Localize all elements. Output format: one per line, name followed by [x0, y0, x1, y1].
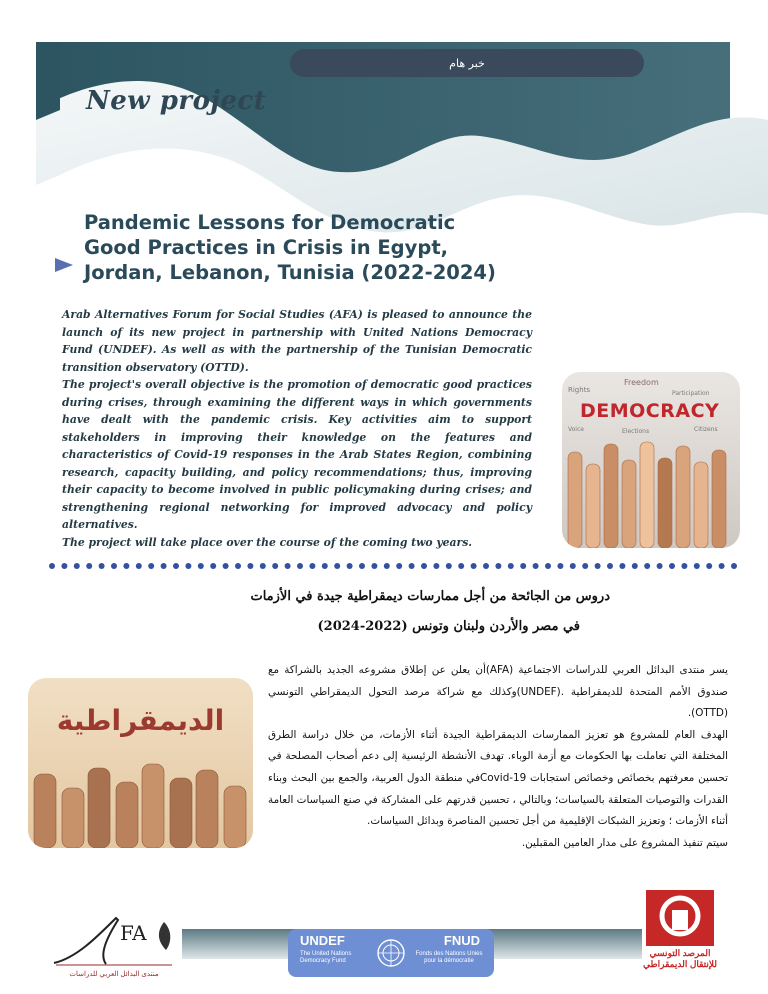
divider-dot	[61, 563, 67, 569]
un-emblem-icon	[376, 938, 406, 968]
english-paragraph-intro: Arab Alternatives Forum for Social Studies (AFA) is pleased to announce the launch of its new project in partnership with United Nations Democracy Fund (UNDEF). As well as with the partnership of the Tunisian Democratic transition observatory (OTTD).	[62, 308, 532, 374]
arabic-project-title	[250, 582, 610, 642]
divider-dot	[223, 563, 229, 569]
divider-dot	[347, 563, 353, 569]
divider-dot	[681, 563, 687, 569]
divider-dot	[508, 563, 514, 569]
undef-subtitle: The United Nations Democracy Fund	[300, 951, 352, 964]
democracy-tag-voice: Voice	[568, 426, 584, 433]
divider-dot	[334, 563, 340, 569]
divider-dot	[49, 563, 55, 569]
democracy-tag-elections: Elections	[622, 428, 650, 435]
divider-dot	[632, 563, 638, 569]
ottd-logo-arabic: المرصد التونسي للإنتقال الديمقراطي	[642, 948, 718, 969]
divider-dot	[74, 563, 80, 569]
divider-dot	[285, 563, 291, 569]
undef-logo	[288, 929, 494, 977]
afa-logo	[46, 908, 182, 986]
divider-dot	[111, 563, 117, 569]
divider-dot	[644, 563, 650, 569]
divider-dot	[483, 563, 489, 569]
divider-dot	[533, 563, 539, 569]
divider-dot	[260, 563, 266, 569]
divider-dot	[384, 563, 390, 569]
dotted-divider	[48, 561, 738, 571]
divider-dot	[607, 563, 613, 569]
divider-dot	[322, 563, 328, 569]
divider-dot	[570, 563, 576, 569]
divider-dot	[371, 563, 377, 569]
afa-logo-arabic: منتدى البدائل العربي للدراسات	[69, 971, 159, 978]
arabic-paragraph-duration: سيتم تنفيذ المشروع على مدار العامين المقبلين.	[521, 836, 728, 849]
project-title	[84, 210, 524, 285]
divider-dot	[185, 563, 191, 569]
undef-title: UNDEF	[300, 933, 345, 948]
new-project-heading: New project	[86, 86, 267, 116]
divider-dot	[471, 563, 477, 569]
divider-dot	[706, 563, 712, 569]
democracy-tag-citizens: Citizens	[694, 426, 718, 433]
divider-dot	[210, 563, 216, 569]
divider-dot	[309, 563, 315, 569]
divider-dot	[557, 563, 563, 569]
divider-dot	[433, 563, 439, 569]
project-title-line-1: Pandemic Lessons for Democratic	[84, 211, 456, 234]
democracy-tag-rights: Rights	[568, 386, 591, 394]
english-paragraph-duration: The project will take place over the course of the coming two years.	[62, 535, 473, 549]
divider-dot	[148, 563, 154, 569]
divider-dot	[669, 563, 675, 569]
divider-dot	[545, 563, 551, 569]
democracy-tag-freedom: Freedom	[624, 378, 659, 387]
fnud-subtitle: Fonds des Nations Unies pour la démocratie	[415, 951, 483, 964]
arabic-democracy-fists-image	[28, 678, 253, 848]
divider-dot	[86, 563, 92, 569]
arabic-democracy-word: الديمقراطية	[56, 704, 225, 737]
ottd-logo-mark	[642, 886, 718, 948]
divider-dot	[495, 563, 501, 569]
divider-dot	[123, 563, 129, 569]
divider-dot	[458, 563, 464, 569]
divider-dot	[235, 563, 241, 569]
divider-dot	[421, 563, 427, 569]
divider-dot	[409, 563, 415, 569]
english-announcement	[62, 306, 532, 551]
divider-dot	[272, 563, 278, 569]
divider-dot	[99, 563, 105, 569]
divider-dot	[136, 563, 142, 569]
divider-dot	[619, 563, 625, 569]
divider-dot	[719, 563, 725, 569]
divider-dot	[161, 563, 167, 569]
divider-dot	[247, 563, 253, 569]
divider-dot	[446, 563, 452, 569]
ottd-logo	[642, 886, 718, 981]
arabic-paragraph-intro: يسر منتدى البدائل العربي للدراسات الاجتماعية (AFA)أن يعلن عن إطلاق مشروعه الجديد بالشراكة مع صندوق الأمم المتحدة للديمقراطية .(UNDEF)وكذلك مع شراكة مرصد التحول الديمقراطي التونسي (OTTD).	[268, 664, 728, 720]
divider-dot	[520, 563, 526, 569]
arabic-announcement	[268, 660, 728, 854]
project-title-line-3: Jordan, Lebanon, Tunisia (2022-2024)	[84, 261, 496, 284]
fnud-title: FNUD	[443, 933, 480, 948]
important-news-badge: خبر هام	[290, 49, 644, 77]
divider-dot	[657, 563, 663, 569]
english-paragraph-objective: The project's overall objective is the promotion of democratic good practices during crises, through examining the different ways in which governments have dealt with the pandemic crisis. Key activities aim to support stakeholders in improving their knowledge on the features and characteristics of Covid-19 responses in the Arab States Region, combining research, capacity building, and policy recommendations; thus, improving their capacity to become involved in public policymaking during crises; and strengthening regional networking for improved advocacy and policy alternatives.	[62, 378, 532, 531]
divider-dot	[731, 563, 737, 569]
democracy-word: DEMOCRACY	[580, 400, 720, 422]
democracy-tag-participation: Participation	[672, 390, 710, 397]
divider-dot	[198, 563, 204, 569]
divider-dot	[582, 563, 588, 569]
divider-dot	[359, 563, 365, 569]
democracy-hands-illustration	[562, 372, 740, 548]
divider-dot	[396, 563, 402, 569]
divider-dot	[173, 563, 179, 569]
divider-dot	[595, 563, 601, 569]
play-arrow-icon	[55, 258, 73, 272]
project-title-line-2: Good Practices in Crisis in Egypt,	[84, 236, 449, 259]
divider-dot	[694, 563, 700, 569]
democracy-hands-image	[562, 372, 740, 548]
arabic-title-line-1: دروس من الجائحة من أجل ممارسات ديمقراطية جيدة في الأزمات	[250, 589, 610, 604]
divider-dot	[297, 563, 303, 569]
arabic-paragraph-objective: الهدف العام للمشروع هو تعزيز الممارسات الديمقراطية الجيدة أثناء الأزمات، من خلال دراسة الطرق المختلفة التي تعاملت بها الحكومات مع أزمة الوباء. تهدف الأنشطة الرئيسية إلى دعم أصحاب المصلحة في تحسين معرفتهم بخصائص وخصائص استجابات Covid-19في منطقة الدول العربية، والجمع بين البحث وبناء القدرات والتوصيات المتعلقة بالسياسات؛ وبالتالي ، تحسين قدرتهم على المشاركة في صنع السياسات العامة أثناء الأزمات ؛ وتعزيز الشبكات الإقليمية من أجل تحسين المناصرة وبدائل السياسات.	[268, 728, 729, 828]
afa-logo-text: FA	[120, 921, 147, 945]
arabic-title-line-2: في مصر والأردن ولبنان وتونس (2022-2024)	[317, 619, 580, 634]
